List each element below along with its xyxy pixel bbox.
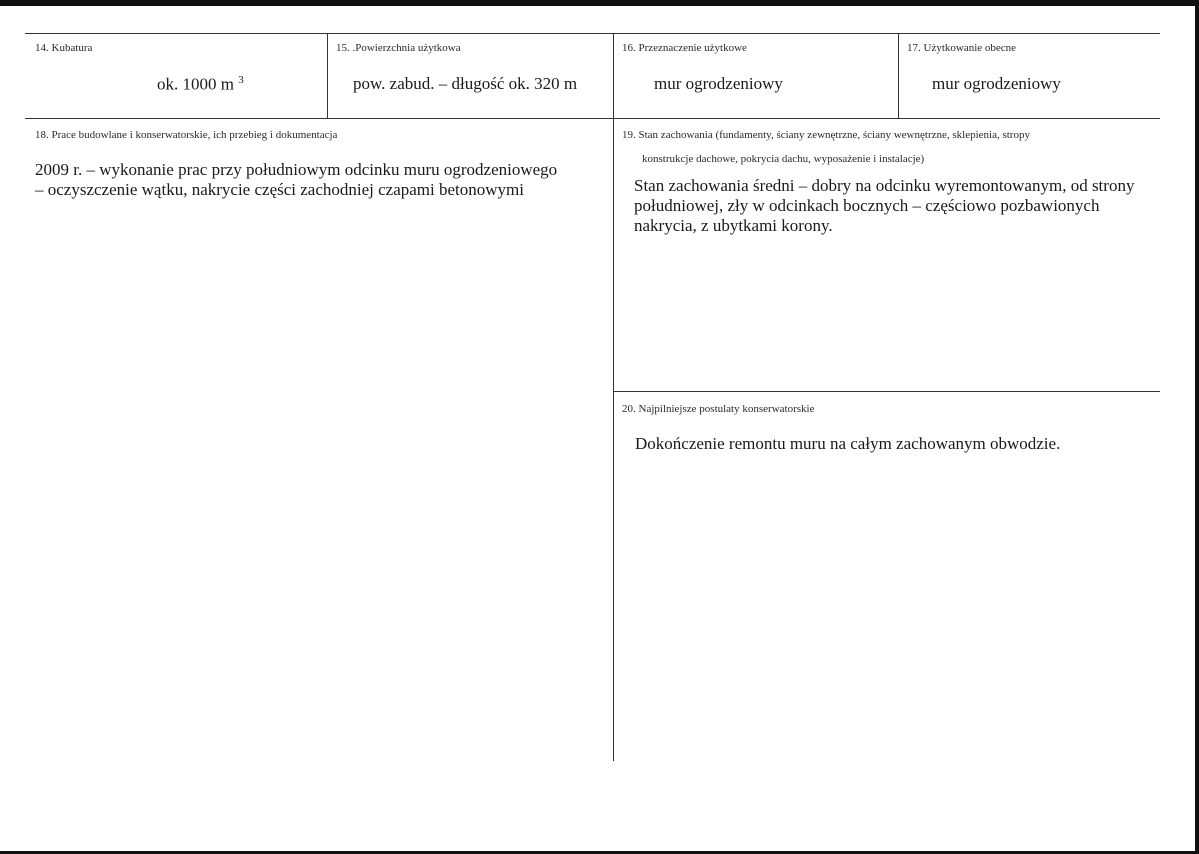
row1-bottom-border [25, 118, 1160, 119]
field-19-line-1: Stan zachowania średni – dobry na odcinku wyremontowanym, od strony [634, 176, 1135, 195]
field-19-label-line-1: 19. Stan zachowania (fundamenty, ściany zewnętrzne, ściany wewnętrzne, sklepienia, stropy [622, 129, 1030, 141]
field-15-value: pow. zabud. – długość ok. 320 m [353, 74, 578, 93]
col-divider-16-17 [898, 33, 899, 119]
col-divider-14-15 [327, 33, 328, 119]
field-20-value: Dokończenie remontu muru na całym zachowanym obwodzie. [635, 434, 1061, 453]
scan-edge-right [1195, 0, 1199, 854]
field-19-content [634, 176, 1134, 236]
field-15-label: 15. .Powierzchnia użytkowa [336, 42, 461, 54]
field-18-line-1: 2009 r. – wykonanie prac przy południowym odcinku muru ogrodzeniowego [35, 160, 558, 179]
field-14-label: 14. Kubatura [35, 42, 93, 54]
field-19-line-2: południowej, zły w odcinkach bocznych – częściowo pozbawionych [634, 196, 1100, 215]
field-18-label: 18. Prace budowlane i konserwatorskie, ich przebieg i dokumentacja [35, 129, 338, 141]
field-14-value: ok. 1000 m $^3$ [157, 74, 244, 94]
section-19-20-divider [614, 391, 1160, 392]
field-17-value: mur ogrodzeniowy [932, 74, 1061, 93]
field-18-content [35, 160, 557, 200]
field-19-line-3: nakrycia, z ubytkami korony. [634, 216, 833, 235]
field-17-label: 17. Użytkowanie obecne [907, 42, 1017, 54]
field-14-superscript: 3 [238, 74, 244, 86]
field-18-line-2: – oczyszczenie wątku, nakrycie części zachodniej czapami betonowymi [35, 180, 524, 199]
scan-edge-top [0, 0, 1199, 6]
field-16-value: mur ogrodzeniowy [654, 74, 783, 93]
field-19-label-line-2: konstrukcje dachowe, pokrycia dachu, wyposażenie i instalacje) [642, 153, 925, 165]
field-20-label: 20. Najpilniejsze postulaty konserwatorskie [622, 403, 815, 415]
field-16-label: 16. Przeznaczenie użytkowe [622, 42, 747, 54]
table-top-border [25, 33, 1160, 34]
col-divider-main [613, 33, 614, 761]
